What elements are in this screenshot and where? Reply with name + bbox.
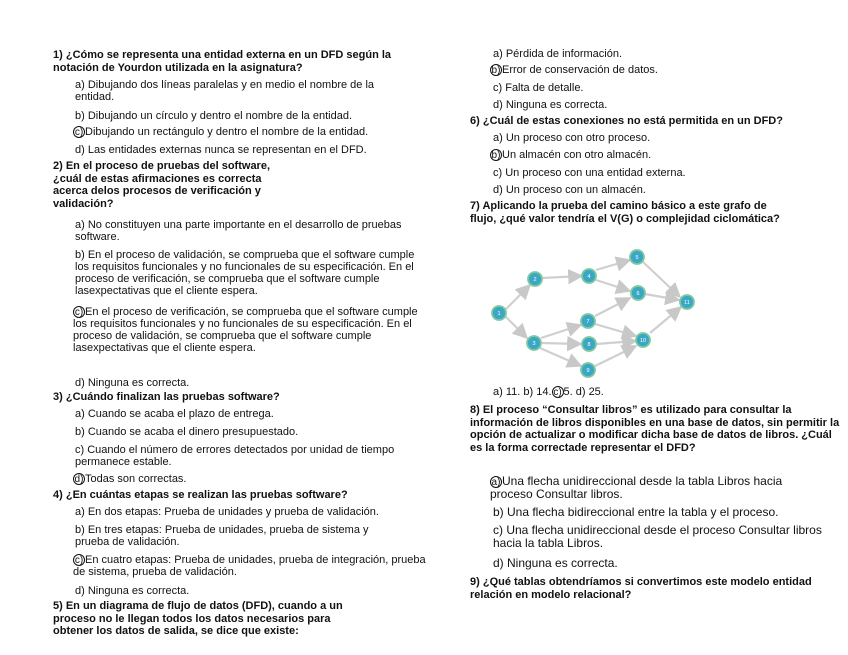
q6-option-d: d) Un proceso con un almacén. xyxy=(493,184,646,196)
q1-option-b: b) Dibujando un círculo y dentro el nombre de la entidad. xyxy=(75,110,353,122)
q4-option-b: b) En tres etapas: Prueba de unidades, prueba de sistema y prueba de validación. xyxy=(75,524,369,548)
question-5-text: 5) En un diagrama de flujo de datos (DFD), cuando a un proceso no le llegan todos los datos necesarios para obtener los datos de salida, se dice que existe: xyxy=(53,600,343,637)
edge-4-6 xyxy=(596,280,630,291)
q1-option-c: c) Dibujando un rectángulo y dentro el nombre de la entidad. xyxy=(74,126,369,138)
node-label-8: 8 xyxy=(587,342,591,348)
node-label-9: 9 xyxy=(586,368,590,374)
q4-option-a: a) En dos etapas: Prueba de unidades y prueba de validación. xyxy=(75,506,379,518)
q2-option-d: d) Ninguna es correcta. xyxy=(75,377,190,389)
flow-graph xyxy=(480,240,720,388)
node-label-10: 10 xyxy=(639,338,647,344)
q2-option-a: a) No constituyen una parte importante en el desarrollo de pruebas software. xyxy=(75,219,402,243)
edge-3-7 xyxy=(541,325,581,338)
edge-3-9 xyxy=(540,348,581,366)
q6-option-b: b) Un almacén con otro almacén. xyxy=(491,149,652,161)
answer-circle: d) xyxy=(74,474,84,485)
q3-option-c: c) Cuando el número de errores detectados por unidad de tiempo permanece estable. xyxy=(75,444,395,468)
node-label-3: 3 xyxy=(532,341,536,347)
q6-option-a: a) Un proceso con otro proceso. xyxy=(493,132,651,144)
question-3-text: 3) ¿Cuándo finalizan las pruebas software? xyxy=(53,391,280,403)
answer-circle: c) xyxy=(74,555,84,566)
edge-7-10 xyxy=(595,324,636,336)
q3-option-b: b) Cuando se acaba el dinero presupuestado. xyxy=(75,426,299,438)
node-label-5: 5 xyxy=(635,255,639,261)
q6-option-c: c) Un proceso con una entidad externa. xyxy=(493,167,686,179)
q3-option-a: a) Cuando se acaba el plazo de entrega. xyxy=(75,408,274,420)
q3-option-d: d) Todas son correctas. xyxy=(74,473,187,485)
question-8-text: 8) El proceso “Consultar libros” es utilizado para consultar la información de libros disponibles en una base de datos, sin permitir la opción de actualizar o modificar dicha base de datos de libros. ¿Cuál es la forma correctade representar el DFD? xyxy=(470,404,840,454)
question-7-text: 7) Aplicando la prueba del camino básico a este grafo de flujo, ¿qué valor tendría el V(G) o complejidad ciclomática? xyxy=(470,200,780,225)
node-label-6: 6 xyxy=(636,291,640,297)
question-2-text: 2) En el proceso de pruebas del software, ¿cuál de estas afirmaciones es correcta acerca delos procesos de verificación y validación? xyxy=(53,160,271,210)
q8-option-a: a) Una flecha unidireccional desde la tabla Libros hacia proceso Consultar libros. xyxy=(490,474,783,501)
edge-1-2 xyxy=(505,285,530,310)
node-label-7: 7 xyxy=(586,319,590,325)
q2-option-b: b) En el proceso de validación, se comprueba que el software cumple los requisitos funcionales y no funcionales de su especificación. En el proceso de verificación, se comprueba que el software cumple lasexpectativas que el cliente espera. xyxy=(75,249,415,297)
q1-option-a: a) Dibujando dos líneas paralelas y en medio el nombre de la entidad. xyxy=(75,79,375,103)
q4-option-c: c) En cuatro etapas: Prueba de unidades, prueba de integración, prueba de sistema, prueba de validación. xyxy=(73,554,426,578)
edge-10-11 xyxy=(650,307,681,333)
question-6-text: 6) ¿Cuál de estas conexiones no está permitida en un DFD? xyxy=(470,115,783,127)
node-label-11: 11 xyxy=(684,300,690,306)
node-label-1: 1 xyxy=(497,311,501,317)
q2-option-c: c) En el proceso de verificación, se comprueba que el software cumple los requisitos funcionales y no funcionales de su especificación. En el proceso de validación, se comprueba que el software cumple lasexpectativas que el cliente espera. xyxy=(73,306,418,354)
edge-4-5 xyxy=(596,260,630,270)
edge-9-10 xyxy=(595,346,636,366)
edge-8-10 xyxy=(596,341,636,344)
question-4-text: 4) ¿En cuántas etapas se realizan las pruebas software? xyxy=(53,489,348,501)
node-label-4: 4 xyxy=(587,274,591,280)
answer-circle: b) xyxy=(491,65,501,76)
answer-circle: c) xyxy=(74,127,84,138)
answer-circle: c) xyxy=(553,387,562,398)
edge-2-4 xyxy=(542,276,582,278)
q5-option-b: b) Error de conservación de datos. xyxy=(491,64,658,76)
q8-option-d: d) Ninguna es correcta. xyxy=(493,556,618,570)
edge-3-8 xyxy=(542,343,581,344)
q5-option-d: d) Ninguna es correcta. xyxy=(493,99,608,111)
edge-7-6 xyxy=(595,298,630,316)
edge-6-11 xyxy=(645,294,679,300)
question-1-text: 1) ¿Cómo se representa una entidad externa en un DFD según la notación de Yourdon utilizada en la asignatura? xyxy=(53,49,392,74)
answer-circle: c) xyxy=(74,307,84,318)
edge-1-3 xyxy=(505,316,527,338)
q7-answers: a) 11. b) 14. c) 5. d) 25. xyxy=(493,386,604,398)
answer-circle: a) xyxy=(491,477,501,488)
q5-option-c: c) Falta de detalle. xyxy=(493,82,584,94)
q5-option-a: a) Pérdida de información. xyxy=(493,48,623,60)
q4-option-d: d) Ninguna es correcta. xyxy=(75,585,190,597)
answer-circle: b) xyxy=(491,150,501,161)
edge-5-11 xyxy=(643,262,680,297)
question-9-text: 9) ¿Qué tablas obtendríamos si convertimos este modelo entidad relación en modelo relacional? xyxy=(470,576,812,601)
q8-option-c: c) Una flecha unidireccional desde el proceso Consultar libros hacia la tabla Libros. xyxy=(493,523,822,550)
node-label-2: 2 xyxy=(533,277,537,283)
q8-option-b: b) Una flecha bidireccional entre la tabla y el proceso. xyxy=(493,505,779,519)
q1-option-d: d) Las entidades externas nunca se representan en el DFD. xyxy=(75,144,367,156)
